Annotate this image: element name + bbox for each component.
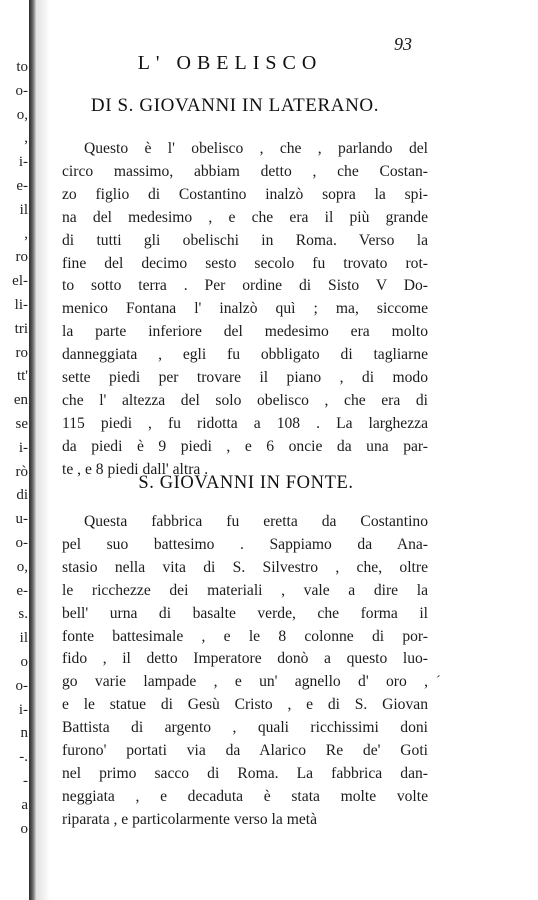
facing-page-fragment: i- <box>18 440 28 456</box>
margin-mark: ˊ <box>436 674 441 689</box>
text-line: bell' urna di basalte verde, che forma il <box>62 604 428 622</box>
page-number: 93 <box>394 34 412 54</box>
facing-page-fragment: rò <box>15 464 28 480</box>
facing-page-fragment: tt' <box>16 369 28 385</box>
text-line: 115 piedi , fu ridotta a 108 . La larghezza <box>62 414 428 432</box>
facing-page-fragment: i- <box>18 155 28 171</box>
facing-page-fragment: e- <box>16 179 28 194</box>
facing-page-fragment: -. <box>19 750 28 766</box>
facing-page-fragment: - <box>23 774 28 789</box>
text-line: le ricchezze dei materiali , vale a dire la <box>62 581 428 599</box>
facing-page-fragment: o- <box>15 536 28 551</box>
text-line: fine del decimo sesto secolo fu trovato rot- <box>62 254 428 272</box>
text-line: stasio nella vita di S. Silvestro , che, oltre <box>62 558 428 576</box>
facing-page-fragment: o, <box>16 559 28 575</box>
text-line: go varie lampade , e un' agnello d' oro , <box>62 673 428 691</box>
text-line: danneggiata , egli fu obbligato di tagliarne <box>62 346 428 364</box>
text-line: fido , il detto Imperatore donò a questo luo- <box>62 650 428 668</box>
facing-page-fragment: u- <box>15 512 28 528</box>
facing-page-fragment: o <box>20 821 28 837</box>
text-line: te , e 8 piedi dall' altra . <box>62 460 209 478</box>
paragraph-obelisco <box>62 138 428 482</box>
gutter-shadow <box>36 0 50 900</box>
facing-page-fragment: to <box>16 60 28 75</box>
text-line: che l' altezza del solo obelisco , che era di <box>62 391 428 409</box>
text-line: fonte battesimale , e le 8 colonne di por- <box>62 627 428 645</box>
facing-page-fragment: a <box>21 797 28 813</box>
facing-page-fragment: se <box>15 417 28 432</box>
page-gutter <box>29 0 36 900</box>
text-line: riparata , e particolarmente verso la metà <box>62 810 317 828</box>
text-line: Battista di argento , quali ricchissimi doni <box>62 719 428 737</box>
text-line: neggiata , e decaduta è stata molte volte <box>62 787 428 805</box>
text-line: furono' portati via da Alarico Re de' Goti <box>62 742 428 760</box>
text-line: e le statue di Gesù Cristo , e di S. Giovan <box>62 696 428 714</box>
facing-page-fragment: il <box>19 631 28 647</box>
facing-page-fragment: ro <box>15 250 28 266</box>
facing-page-fragment: di <box>16 488 28 504</box>
facing-page-fragment: o- <box>15 83 28 99</box>
facing-page-fragment: , <box>24 131 28 147</box>
text-line: to sotto terra . Per ordine di Sisto V Do- <box>62 277 428 295</box>
facing-page-fragment: il <box>19 202 28 218</box>
text-line: zo figlio di Costantino inalzò sopra la spi- <box>62 185 428 203</box>
facing-page-fragment: e- <box>16 583 28 599</box>
facing-page-fragment: li- <box>14 298 28 313</box>
text-line: circo massimo, abbiam detto , che Costan- <box>62 162 428 180</box>
text-line: sette piedi per trovare il piano , di modo <box>62 369 428 387</box>
section-title: S. GIOVANNI IN FONTE. <box>138 473 354 493</box>
chapter-subtitle: DI S. GIOVANNI IN LATERANO. <box>90 95 380 116</box>
text-line: pel suo battesimo . Sappiamo da Ana- <box>62 535 428 553</box>
text-line: na del medesimo , e che era il più grande <box>62 208 428 226</box>
facing-page-fragment: , <box>24 226 28 242</box>
facing-page-fragment: o, <box>16 107 28 123</box>
chapter-title: L' OBELISCO <box>137 52 323 74</box>
facing-page-fragment: s. <box>18 607 28 623</box>
text-line: menico Fontana l' inalzò quì ; ma, siccome <box>62 300 428 318</box>
facing-page-fragment: ro <box>15 345 28 361</box>
facing-page-fragment: i- <box>18 702 28 718</box>
facing-page-fragment: n <box>20 726 28 742</box>
facing-page-fragment: el- <box>12 274 28 290</box>
facing-page-fragment: en <box>13 393 28 409</box>
paragraph-fonte <box>62 511 428 832</box>
text-line: Questo è l' obelisco , che , parlando del <box>84 140 428 157</box>
facing-page-fragment: o <box>20 655 28 670</box>
facing-page-fragment: tri <box>14 321 28 337</box>
text-line: nel primo sacco di Roma. La fabbrica dan- <box>62 764 428 782</box>
text-line: di tutti gli obelischi in Roma. Verso la <box>62 231 428 249</box>
text-line: la parte inferiore del medesimo era molto <box>62 323 428 341</box>
facing-page-fragment: o- <box>15 678 28 694</box>
text-line: Questa fabbrica fu eretta da Costantino <box>84 513 428 530</box>
text-line: da piedi è 9 piedi , e 6 oncie da una par- <box>62 437 428 455</box>
